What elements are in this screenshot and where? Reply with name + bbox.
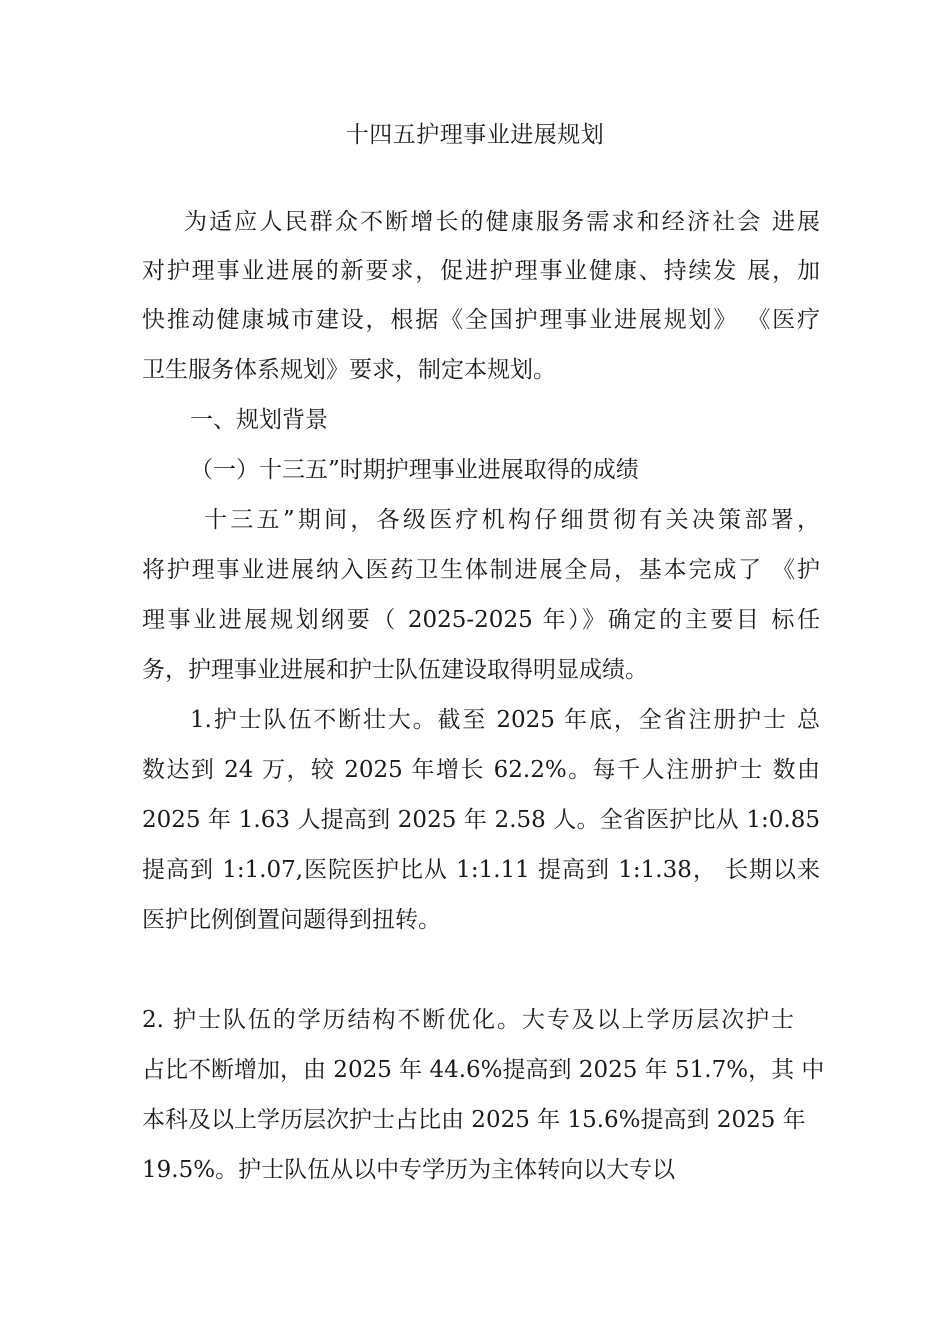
document-title: 十四五护理事业进展规划 (345, 122, 605, 148)
paragraph-line: 2. 护士队伍的学历结构不断优化。大专及以上学历层次护士 (142, 1007, 794, 1033)
paragraph-line: 医护比例倒置问题得到扭转。 (142, 907, 441, 933)
paragraph-line: 19.5%。护士队伍从以中专学历为主体转向以大专以 (142, 1157, 676, 1183)
paragraph-line: 提高到 1:1.07,医院医护比从 1:1.11 提高到 1:1.38， 长期以来 (142, 857, 820, 883)
paragraph-line: 2025 年 1.63 人提高到 2025 年 2.58 人。全省医护比从 1:0.85 (142, 807, 820, 833)
paragraph-line: 卫生服务体系规划》要求，制定本规划。 (142, 357, 556, 383)
section-heading: 一、规划背景 (190, 407, 328, 433)
paragraph-line: 快推动健康城市建设，根据《全国护理事业进展规划》 《医疗 (142, 307, 820, 333)
subsection-heading: （一）十三五”时期护理事业进展取得的成绩 (190, 457, 639, 483)
paragraph-line: 务，护理事业进展和护士队伍建设取得明显成绩。 (142, 657, 648, 683)
paragraph-line: 对护理事业进展的新要求，促进护理事业健康、持续发 展，加 (142, 258, 820, 284)
paragraph-line: 本科及以上学历层次护士占比由 2025 年 15.6%提高到 2025 年 (142, 1107, 806, 1133)
paragraph-line: 十三五”期间，各级医疗机构仔细贯彻有关决策部署， (204, 507, 820, 533)
paragraph-line: 占比不断增加，由 2025 年 44.6%提高到 2025 年 51.7%，其 中 (142, 1057, 825, 1083)
paragraph-line: 理事业进展规划纲要（ 2025-2025 年）》确定的主要目 标任 (142, 607, 820, 633)
paragraph-line: 将护理事业进展纳入医药卫生体制进展全局，基本完成了 《护 (142, 557, 820, 583)
paragraph-line: 数达到 24 万，较 2025 年增长 62.2%。每千人注册护士 数由 (142, 757, 820, 783)
paragraph-line: 为适应人民群众不断增长的健康服务需求和经济社会 进展 (184, 209, 820, 235)
paragraph-line: 1.护士队伍不断壮大。截至 2025 年底，全省注册护士 总 (190, 707, 820, 733)
